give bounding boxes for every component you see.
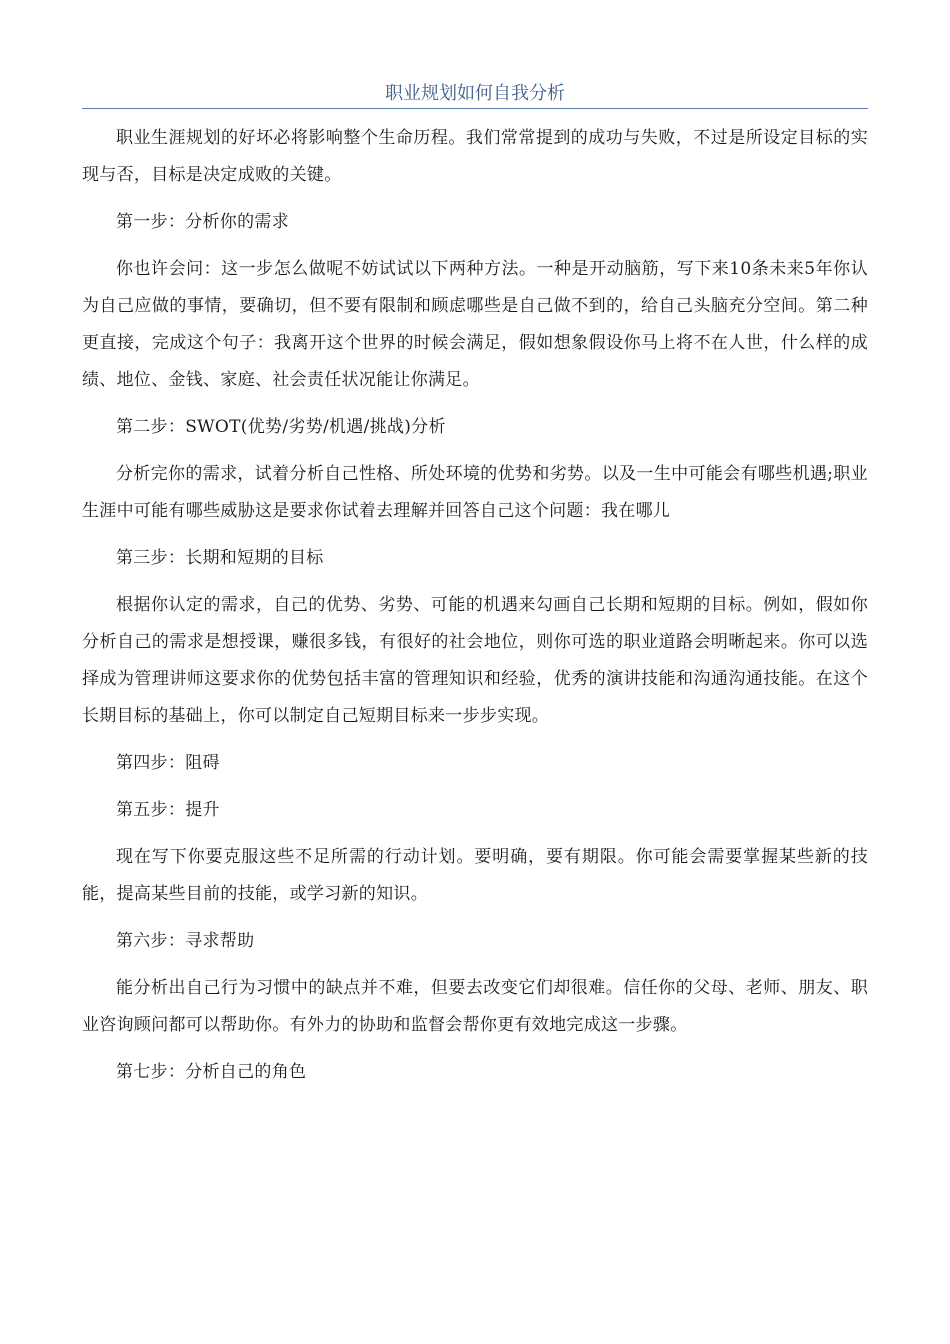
step-6-heading: 第六步：寻求帮助 bbox=[116, 931, 255, 951]
step-3-paragraph: 根据你认定的需求，自己的优势、劣势、可能的机遇来勾画自己长期和短期的目标。例如，假如你分析自己的需求是想授课，赚很多钱，有很好的社会地位，则你可选的职业道路会明晰起来。你可以选择成为管理讲师这要求你的优势包括丰富的管理知识和经验，优秀的演讲技能和沟通沟通技能。在这个长期目标的基础上，你可以制定自己短期目标来一步步实现。 bbox=[82, 595, 868, 726]
step-6-paragraph: 能分析出自己行为习惯中的缺点并不难，但要去改变它们却很难。信任你的父母、老师、朋友、职业咨询顾问都可以帮助你。有外力的协助和监督会帮你更有效地完成这一步骤。 bbox=[82, 978, 868, 1035]
step-3-heading: 第三步：长期和短期的目标 bbox=[116, 548, 324, 568]
step-1-paragraph: 你也许会问：这一步怎么做呢不妨试试以下两种方法。一种是开动脑筋，写下来10条未来5年你认为自己应做的事情，要确切，但不要有限制和顾虑哪些是自己做不到的，给自己头脑充分空间。第二种更直接，完成这个句子：我离开这个世界的时候会满足，假如想象假设你马上将不在人世，什么样的成绩、地位、金钱、家庭、社会责任状况能让你满足。 bbox=[82, 259, 868, 390]
step-2-heading: 第二步：SWOT(优势/劣势/机遇/挑战)分析 bbox=[116, 417, 446, 437]
document-body bbox=[82, 120, 868, 1101]
step-5-heading: 第五步：提升 bbox=[116, 800, 220, 820]
step-7-heading: 第七步：分析自己的角色 bbox=[116, 1062, 307, 1082]
page-title: 职业规划如何自我分析 bbox=[385, 83, 565, 104]
step-1-heading: 第一步：分析你的需求 bbox=[116, 212, 289, 232]
step-2-paragraph: 分析完你的需求，试着分析自己性格、所处环境的优势和劣势。以及一生中可能会有哪些机遇;职业生涯中可能有哪些威胁这是要求你试着去理解并回答自己这个问题：我在哪儿 bbox=[82, 464, 868, 521]
step-4-heading: 第四步：阻碍 bbox=[116, 753, 220, 773]
intro-paragraph: 职业生涯规划的好坏必将影响整个生命历程。我们常常提到的成功与失败，不过是所设定目标的实现与否，目标是决定成败的关键。 bbox=[82, 128, 868, 185]
header-divider bbox=[82, 108, 868, 109]
step-5-paragraph: 现在写下你要克服这些不足所需的行动计划。要明确，要有期限。你可能会需要掌握某些新的技能，提高某些目前的技能，或学习新的知识。 bbox=[82, 847, 868, 904]
